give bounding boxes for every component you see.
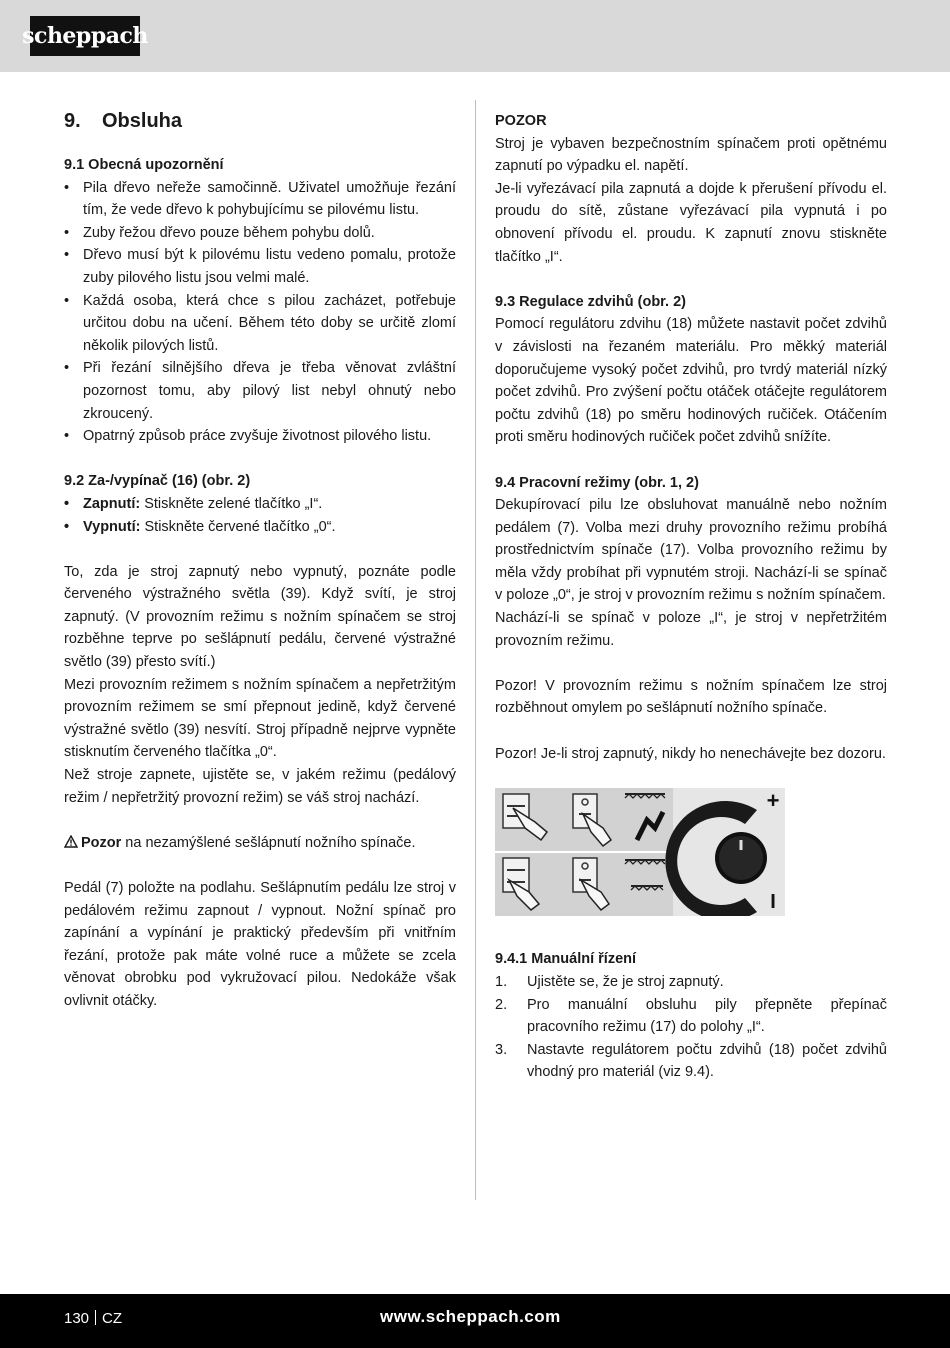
paragraph: Mezi provozním režimem s nožním spínačem a nepřetržitým provozním režimem se smí přepnout jedině, když červené výstražné světlo (39) nesvítí. Stroj případně nejprve vypněte stisknutím červeného tlačítka „0“. bbox=[64, 676, 456, 761]
general-notes-list bbox=[64, 177, 456, 448]
warning-text: na nezamýšlené sešlápnutí nožního spínače. bbox=[121, 834, 416, 851]
website-link[interactable]: www.scheppach.com bbox=[380, 1307, 561, 1326]
pozor-heading: POZOR bbox=[495, 113, 547, 129]
off-label: Vypnutí: bbox=[83, 518, 141, 535]
paragraph: To, zda je stroj zapnutý nebo vypnutý, poznáte podle červeného výstražného světla (39). Když svítí, je stroj zapnutý. (V provozním režimu s nožním spínačem se stroj rozběhne teprve po sešlápnutí pedálu, červené výstražné světlo (39) přesto svítí.) bbox=[64, 563, 456, 671]
list-item: • Pila dřevo neřeže samočinně. Uživatel umožňuje řezání tím, že vede dřevo k pohybujícímu se pilovému listu. bbox=[64, 177, 456, 222]
dial-minus-label: I bbox=[770, 890, 776, 913]
paragraph: Pomocí regulátoru zdvihu (18) můžete nastavit počet zdvihů v závislosti na řezaném materiálu. Pro měkký materiál doporučujeme vysoký počet zdvihů, pro tvrdý materiál nízký počet zdvihů. Pro zvýšení počtu otáček otáčejte regulátorem počtu zdvihů (18) po směru hodinových ručiček. Otáčením proti směru hodinových ručiček počet zdvihů snížíte. bbox=[495, 316, 887, 446]
list-item: • Každá osoba, která chce s pilou zacházet, potřebuje určitou dobu na učení. Během této doby se určitě zlomí několik pilových listů. bbox=[64, 290, 456, 358]
paragraph: Pozor! V provozním režimu s nožním spínačem lze stroj rozběhnout omylem po sešlápnutí nožního spínače. bbox=[495, 677, 887, 717]
list-item: • Při řezání silnějšího dřeva je třeba věnovat zvláštní pozornost tomu, aby pilový list nebyl ohnutý nebo zkroucený. bbox=[64, 357, 456, 425]
list-item bbox=[495, 971, 887, 994]
heading-9-2: 9.2 Za-/vypínač (16) (obr. 2) bbox=[64, 473, 251, 490]
heading-9-4: 9.4 Pracovní režimy (obr. 1, 2) bbox=[495, 474, 699, 491]
right-column bbox=[495, 110, 887, 1084]
warning-icon bbox=[64, 835, 78, 848]
left-column bbox=[64, 104, 456, 1013]
paragraph: Dekupírovací pilu lze obsluhovat manuálně nebo nožním pedálem (7). Volba mezi druhy provozního režimu probíhá prostřednictvím spínače (17). Volba provozního režimu by měla vždy probíhat při vypnutém stroji. Nachází-li se spínač v poloze „0“, je stroj v provozním režimu s nožním spínačem. bbox=[495, 497, 887, 604]
page-footer bbox=[0, 1294, 950, 1348]
heading-9-4-1: 9.4.1 Manuální řízení bbox=[495, 951, 637, 968]
page-number-value: 130 bbox=[64, 1310, 90, 1327]
manual-steps-list bbox=[495, 971, 887, 1084]
list-item: • Dřevo musí být k pilovému listu vedeno pomalu, protože zuby pilového listu jsou velmi malé. bbox=[64, 244, 456, 289]
paragraph: Pedál (7) položte na podlahu. Sešlápnutím pedálu lze stroj v pedálovém režimu zapnout / vypnout. Nožní spínač pro zapínání a vypínání je praktický především při vnitřním řezání, protože pak máte volné ruce a můžete se zcela věnovat obrobku pod vykružovací pilou. Nedokáže však ovlivnit otáčky. bbox=[64, 880, 456, 1009]
heading-9-3: 9.3 Regulace zdvihů (obr. 2) bbox=[495, 293, 686, 310]
page-header bbox=[0, 0, 950, 72]
column-divider bbox=[475, 100, 476, 1200]
off-text: Stiskněte červené tlačítko „0“. bbox=[140, 518, 336, 535]
section-number: 9. bbox=[64, 110, 81, 132]
warning-line bbox=[64, 832, 456, 855]
list-item: • Opatrný způsob práce zvyšuje životnost pilového listu. bbox=[64, 425, 456, 448]
step-number: 1. bbox=[495, 974, 508, 990]
on-text: Stiskněte zelené tlačítko „I“. bbox=[140, 495, 323, 512]
paragraph: Pozor! Je-li stroj zapnutý, nikdy ho nenechávejte bez dozoru. bbox=[495, 745, 886, 762]
controls-illustration bbox=[495, 788, 785, 916]
paragraph: Než stroje zapnete, ujistěte se, v jakém režimu (pedálový režim / nepřetržitý provozní režim) se váš stroj nachází. bbox=[64, 767, 456, 806]
paragraph: Je-li vyřezávací pila zapnutá a dojde k přerušení přívodu el. proudu do sítě, zůstane vyřezávací pila vypnutá i po obnovení přívodu el. proudu. K zapnutí znovu stiskněte tlačítko „I“. bbox=[495, 180, 887, 265]
warning-bold: Pozor bbox=[81, 834, 122, 851]
step-text: Nastavte regulátorem počtu zdvihů (18) počet zdvihů vhodný pro materiál (viz 9.4). bbox=[527, 1041, 887, 1081]
list-item: • Zuby řežou dřevo pouze během pohybu dolů. bbox=[64, 222, 456, 245]
step-text: Pro manuální obsluhu pily přepněte přepínač pracovního režimu (17) do polohy „I“. bbox=[527, 996, 887, 1036]
scheppach-logo: scheppach bbox=[30, 16, 140, 56]
switch-list bbox=[64, 493, 456, 538]
section-title bbox=[64, 108, 456, 134]
list-item bbox=[495, 994, 887, 1039]
language-code: CZ bbox=[102, 1310, 123, 1327]
list-item-off bbox=[64, 516, 456, 539]
paragraph: Stroj je vybaven bezpečnostním spínačem proti opětnému zapnutí po výpadku el. napětí. bbox=[495, 135, 887, 175]
paragraph: Nachází-li se spínač v poloze „I“, je stroj v nepřetržitém provozním režimu. bbox=[495, 610, 887, 649]
on-label: Zapnutí: bbox=[83, 495, 141, 512]
dial-plus-label: + bbox=[766, 787, 780, 813]
page-number bbox=[64, 1310, 122, 1327]
heading-9-1: 9.1 Obecná upozornění bbox=[64, 157, 224, 173]
step-text: Ujistěte se, že je stroj zapnutý. bbox=[527, 974, 724, 990]
step-number: 2. bbox=[495, 996, 508, 1013]
figure-2-controls bbox=[495, 788, 785, 916]
step-number: 3. bbox=[495, 1041, 508, 1058]
list-item bbox=[495, 1039, 887, 1084]
list-item-on bbox=[64, 493, 456, 516]
section-title-text: Obsluha bbox=[102, 110, 183, 132]
